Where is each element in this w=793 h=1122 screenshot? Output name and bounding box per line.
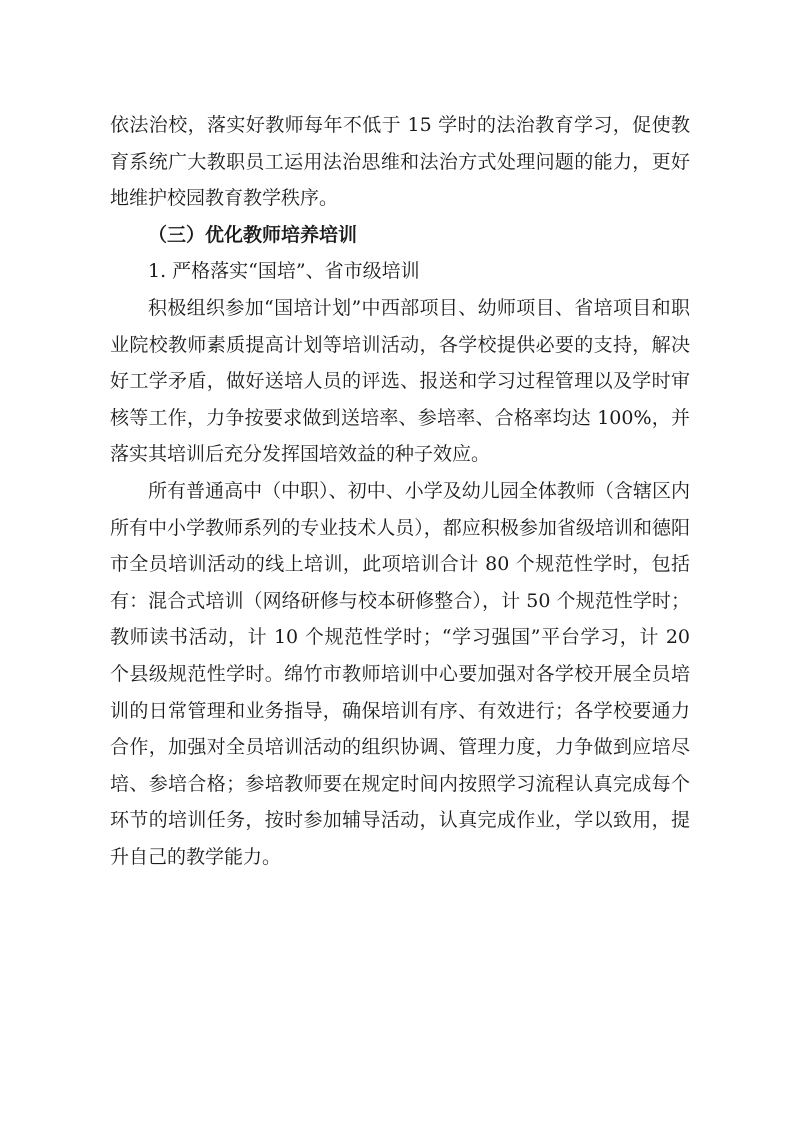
paragraph-continuation: 依法治校，落实好教师每年不低于 15 学时的法治教育学习，促使教育系统广大教职员工运用法治思维和法治方式处理问题的能力，更好地维护校园教育教学秩序。: [110, 114, 690, 210]
paragraph-national-training: 积极组织参加“国培计划”中西部项目、幼师项目、省培项目和职业院校教师素质提高计划等培训活动，各学校提供必要的支持，解决好工学矛盾，做好送培人员的评选、报送和学习过程管理以及学时审核等工作，力争按要求做到送培率、参培率、合格率均达 100%，并落实其培训后充分发挥国培效益的种子效应。: [110, 296, 690, 466]
subsection-heading: 1. 严格落实“国培”、省市级培训: [148, 260, 420, 283]
section-heading: （三）优化教师培养培训: [148, 223, 358, 246]
paragraph-all-staff-training: 所有普通高中（中职）、初中、小学及幼儿园全体教师（含辖区内所有中小学教师系列的专业技术人员），都应积极参加省级培训和德阳市全员培训活动的线上培训，此项培训合计 80 个规范性学时，包括有：混合式培训（网络研修与校本研修整合），计 50 个规范性学时；教师读书活动，计 10 个规范性学时；“学习强国”平台学习，计 20 个县级规范性学时。绵竹市教师培训中心要加强对各学校开展全员培训的日常管理和业务指导，确保培训有序、有效进行；各学校要通力合作，加强对全员培训活动的组织协调、管理力度，力争做到应培尽培、参培合格；参培教师要在规定时间内按照学习流程认真完成每个环节的培训任务，按时参加辅导活动，认真完成作业，学以致用，提升自己的教学能力。: [110, 479, 690, 868]
document-body: [110, 107, 690, 875]
